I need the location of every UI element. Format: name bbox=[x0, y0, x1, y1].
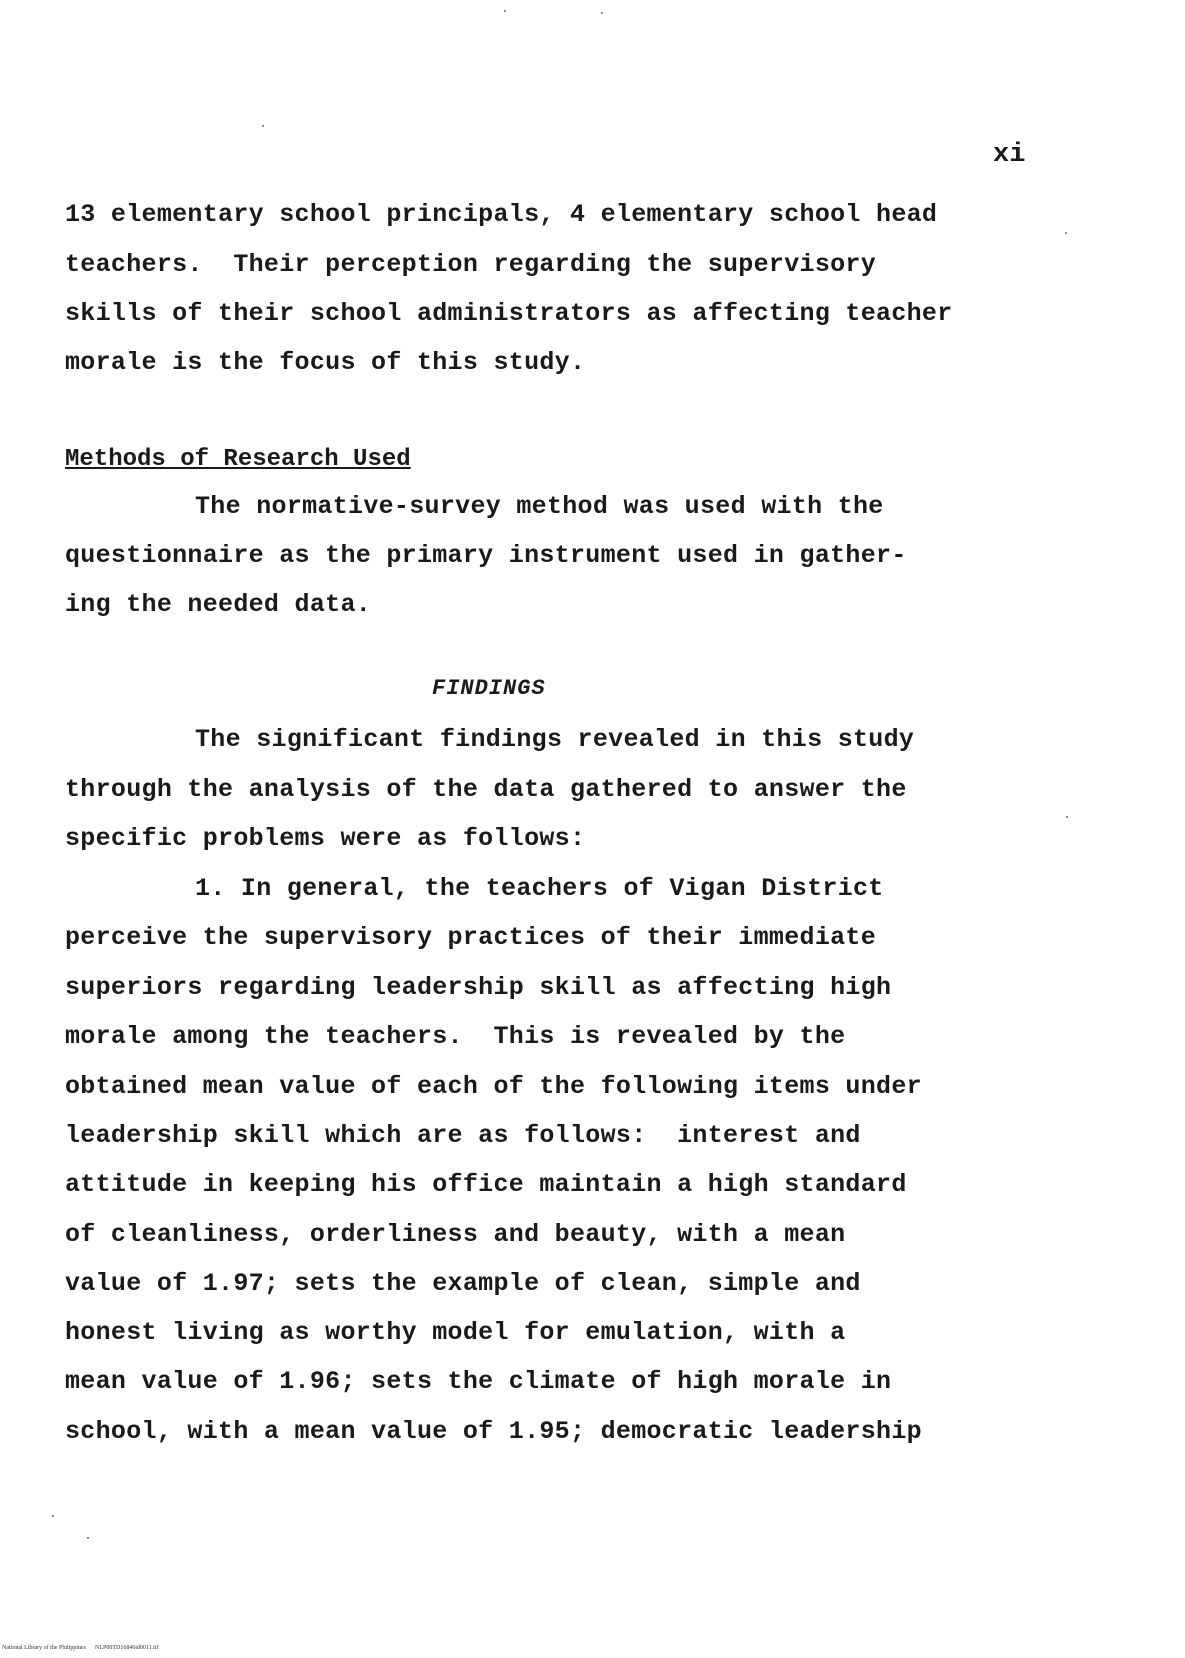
text-line: skills of their school administrators as affecting teacher bbox=[65, 299, 953, 328]
scan-speck bbox=[52, 1515, 54, 1517]
text-line: The normative-survey method was used with the bbox=[195, 492, 884, 521]
text-line: honest living as worthy model for emulation, with a bbox=[65, 1318, 846, 1347]
scan-footer bbox=[2, 1645, 159, 1651]
text-line: specific problems were as follows: bbox=[65, 824, 586, 853]
scan-speck bbox=[601, 12, 603, 14]
footer-library: National Library of the Philippines bbox=[2, 1645, 86, 1651]
text-line: school, with a mean value of 1.95; democratic leadership bbox=[65, 1417, 922, 1446]
text-line: 1. In general, the teachers of Vigan District bbox=[195, 874, 884, 903]
footer-file-id: NLP00TD16846td0011.tif bbox=[94, 1645, 159, 1651]
page-number: xi bbox=[993, 140, 1026, 170]
text-line: obtained mean value of each of the following items under bbox=[65, 1072, 922, 1101]
text-line: questionnaire as the primary instrument used in gather- bbox=[65, 541, 907, 570]
text-line: ing the needed data. bbox=[65, 590, 372, 619]
text-line: through the analysis of the data gathered to answer the bbox=[65, 775, 907, 804]
scan-speck bbox=[504, 10, 506, 12]
text-line: value of 1.97; sets the example of clean, simple and bbox=[65, 1269, 861, 1298]
text-line: superiors regarding leadership skill as affecting high bbox=[65, 973, 892, 1002]
scan-speck bbox=[1066, 816, 1068, 818]
text-line: leadership skill which are as follows: interest and bbox=[65, 1121, 861, 1150]
text-line: morale is the focus of this study. bbox=[65, 348, 586, 377]
text-line: of cleanliness, orderliness and beauty, with a mean bbox=[65, 1220, 846, 1249]
text-line: 13 elementary school principals, 4 elementary school head bbox=[65, 200, 938, 229]
scan-speck bbox=[1065, 232, 1067, 234]
section-heading-findings: FINDINGS bbox=[432, 676, 546, 701]
scan-speck bbox=[87, 1537, 89, 1539]
text-line: morale among the teachers. This is revealed by the bbox=[65, 1022, 846, 1051]
text-line: mean value of 1.96; sets the climate of high morale in bbox=[65, 1367, 892, 1396]
section-heading-methods: Methods of Research Used bbox=[65, 446, 411, 473]
text-line: perceive the supervisory practices of their immediate bbox=[65, 923, 877, 952]
text-line: attitude in keeping his office maintain a high standard bbox=[65, 1170, 907, 1199]
text-line: The significant findings revealed in this study bbox=[195, 725, 915, 754]
text-line: teachers. Their perception regarding the supervisory bbox=[65, 250, 877, 279]
scan-speck bbox=[262, 125, 264, 127]
